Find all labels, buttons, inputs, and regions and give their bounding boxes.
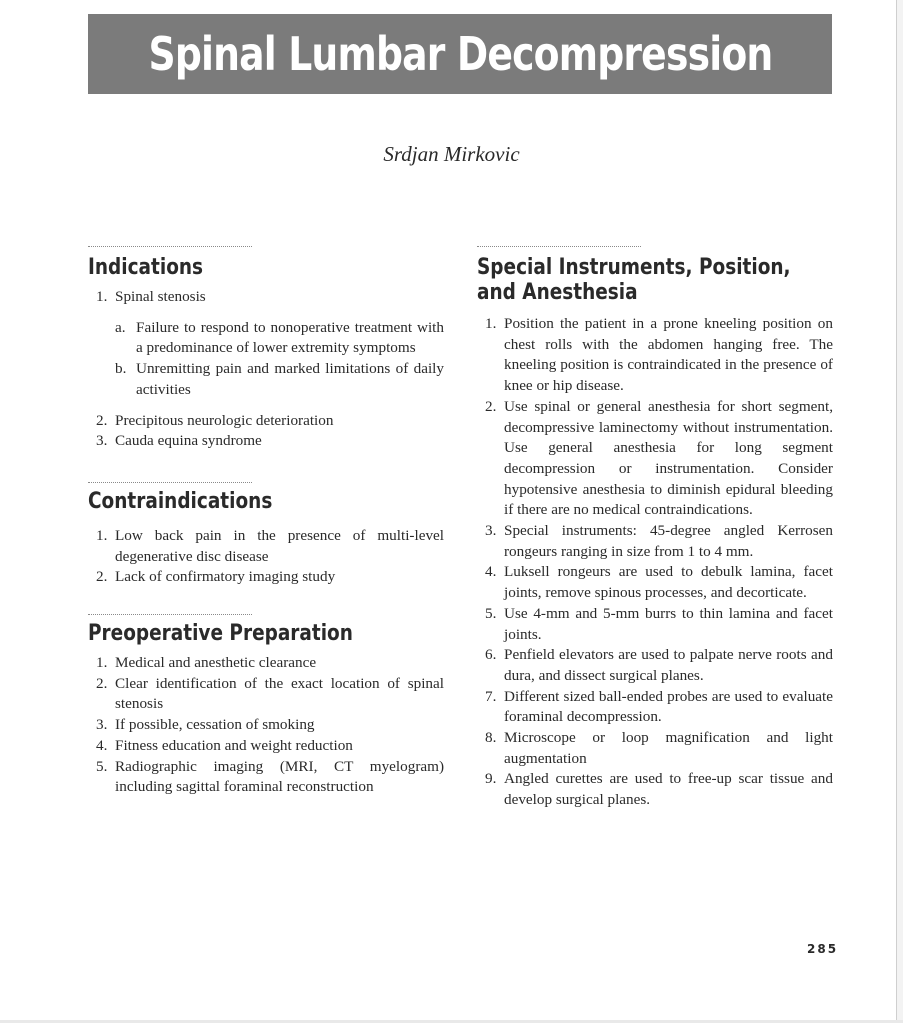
section-heading-line2: and Anesthesia (477, 280, 638, 305)
left-column (88, 246, 444, 798)
list-item (88, 411, 444, 432)
item-number: 1. (96, 288, 108, 305)
item-text: Cauda equina syndrome (115, 432, 262, 450)
item-number: 2. (96, 674, 108, 692)
item-text: Angled curettes are used to free-up scar tissue and develop surgical planes. (504, 770, 833, 809)
list-item (88, 526, 444, 567)
item-text: Radiographic imaging (MRI, CT myelogram) including sagittal foraminal reconstruction (115, 757, 444, 796)
section-heading: Contraindications (88, 488, 273, 514)
item-number: 1. (96, 526, 108, 544)
section-heading: Indications (88, 255, 204, 280)
section-contraindications (88, 482, 444, 588)
list-item (88, 736, 444, 757)
section-divider (477, 246, 641, 247)
item-text: Penfield elevators are used to palpate nerve roots and dura, and dissect surgical planes. (504, 646, 833, 684)
item-number: 3. (96, 716, 108, 734)
item-text: Low back pain in the presence of multi-level degenerative disc disease (115, 526, 444, 565)
item-number: 8. (485, 729, 497, 747)
item-number: 1. (485, 315, 497, 332)
item-number: 9. (485, 770, 497, 788)
item-number: b. (115, 360, 127, 378)
item-number: 5. (485, 604, 497, 622)
item-number: 3. (485, 522, 497, 540)
list-item (477, 562, 833, 603)
item-number: 5. (96, 757, 108, 775)
item-text: Medical and anesthetic clearance (115, 654, 317, 672)
item-text: Failure to respond to nonoperative treatment with a predominance of lower extremity symptoms (136, 318, 444, 357)
indications-list (88, 287, 444, 308)
list-item (477, 687, 833, 728)
list-item (88, 757, 444, 798)
title-banner (88, 14, 832, 94)
author-name: Srdjan Mirkovic (383, 142, 520, 166)
list-item (88, 567, 444, 588)
item-text: Clear identification of the exact location of spinal stenosis (115, 674, 444, 713)
item-text: Microscope or loop magnification and light augmentation (504, 729, 833, 767)
list-item (477, 397, 833, 521)
item-number: a. (115, 318, 126, 336)
indications-sublist (88, 318, 444, 401)
list-item (88, 653, 444, 674)
item-text: Unremitting pain and marked limitations of daily activities (136, 360, 444, 398)
item-text: Special instruments: 45-degree angled Kerrosen rongeurs ranging in size from 1 to 4 mm. (504, 522, 833, 560)
item-text: Fitness education and weight reduction (115, 736, 353, 754)
section-heading: Preoperative Preparation (88, 621, 353, 647)
item-number: 3. (96, 432, 108, 450)
item-text: Use spinal or general anesthesia for short segment, decompressive laminectomy without instrumentation. Use general anesthesia for long segment decompression or instrumentation. Consider hypotensive anesthesia to diminish epidural bleeding if there are no medical contraindications. (504, 397, 833, 519)
indications-list-continued (88, 411, 444, 452)
list-item (88, 318, 444, 359)
item-text: Position the patient in a prone kneeling position on chest rolls with the abdomen hanging free. The kneeling position is contraindicated in the presence of knee or hip disease. (504, 315, 833, 395)
item-number: 2. (96, 411, 108, 429)
list-item (88, 674, 444, 715)
section-divider (88, 482, 252, 483)
item-text: Different sized ball-ended probes are used to evaluate foraminal decompression. (504, 687, 833, 726)
list-item (88, 431, 444, 452)
list-item (88, 359, 444, 400)
list-item (477, 769, 833, 810)
section-instruments (477, 246, 833, 811)
item-text: Lack of confirmatory imaging study (115, 568, 336, 586)
item-number: 6. (485, 646, 497, 664)
item-number: 7. (485, 687, 497, 705)
list-item (477, 521, 833, 562)
list-item (88, 715, 444, 736)
item-text: Precipitous neurologic deterioration (115, 411, 334, 429)
list-item (477, 314, 833, 397)
item-text: Use 4-mm and 5-mm burrs to thin lamina and facet joints. (504, 604, 833, 643)
list-item (477, 728, 833, 769)
page-number: 285 (807, 942, 839, 956)
item-text: If possible, cessation of smoking (115, 716, 315, 734)
item-text: Spinal stenosis (115, 288, 206, 305)
item-number: 1. (96, 654, 108, 672)
list-item (477, 604, 833, 645)
section-indications (88, 246, 444, 452)
instruments-list (477, 314, 833, 811)
section-heading-line1: Special Instruments, Position, (477, 255, 791, 280)
list-item (88, 287, 444, 308)
right-column (477, 246, 833, 811)
item-number: 2. (485, 397, 497, 415)
contraindications-list (88, 526, 444, 588)
section-divider (88, 246, 252, 247)
page-title: Spinal Lumbar Decompression (148, 27, 772, 81)
preoperative-list (88, 653, 444, 798)
item-number: 2. (96, 568, 108, 586)
item-number: 4. (485, 563, 497, 581)
section-preoperative (88, 614, 444, 798)
item-text: Luksell rongeurs are used to debulk lamina, facet joints, remove spinous processes, and decorticate. (504, 563, 833, 602)
list-item (477, 645, 833, 686)
section-divider (88, 614, 252, 615)
item-number: 4. (96, 736, 108, 754)
